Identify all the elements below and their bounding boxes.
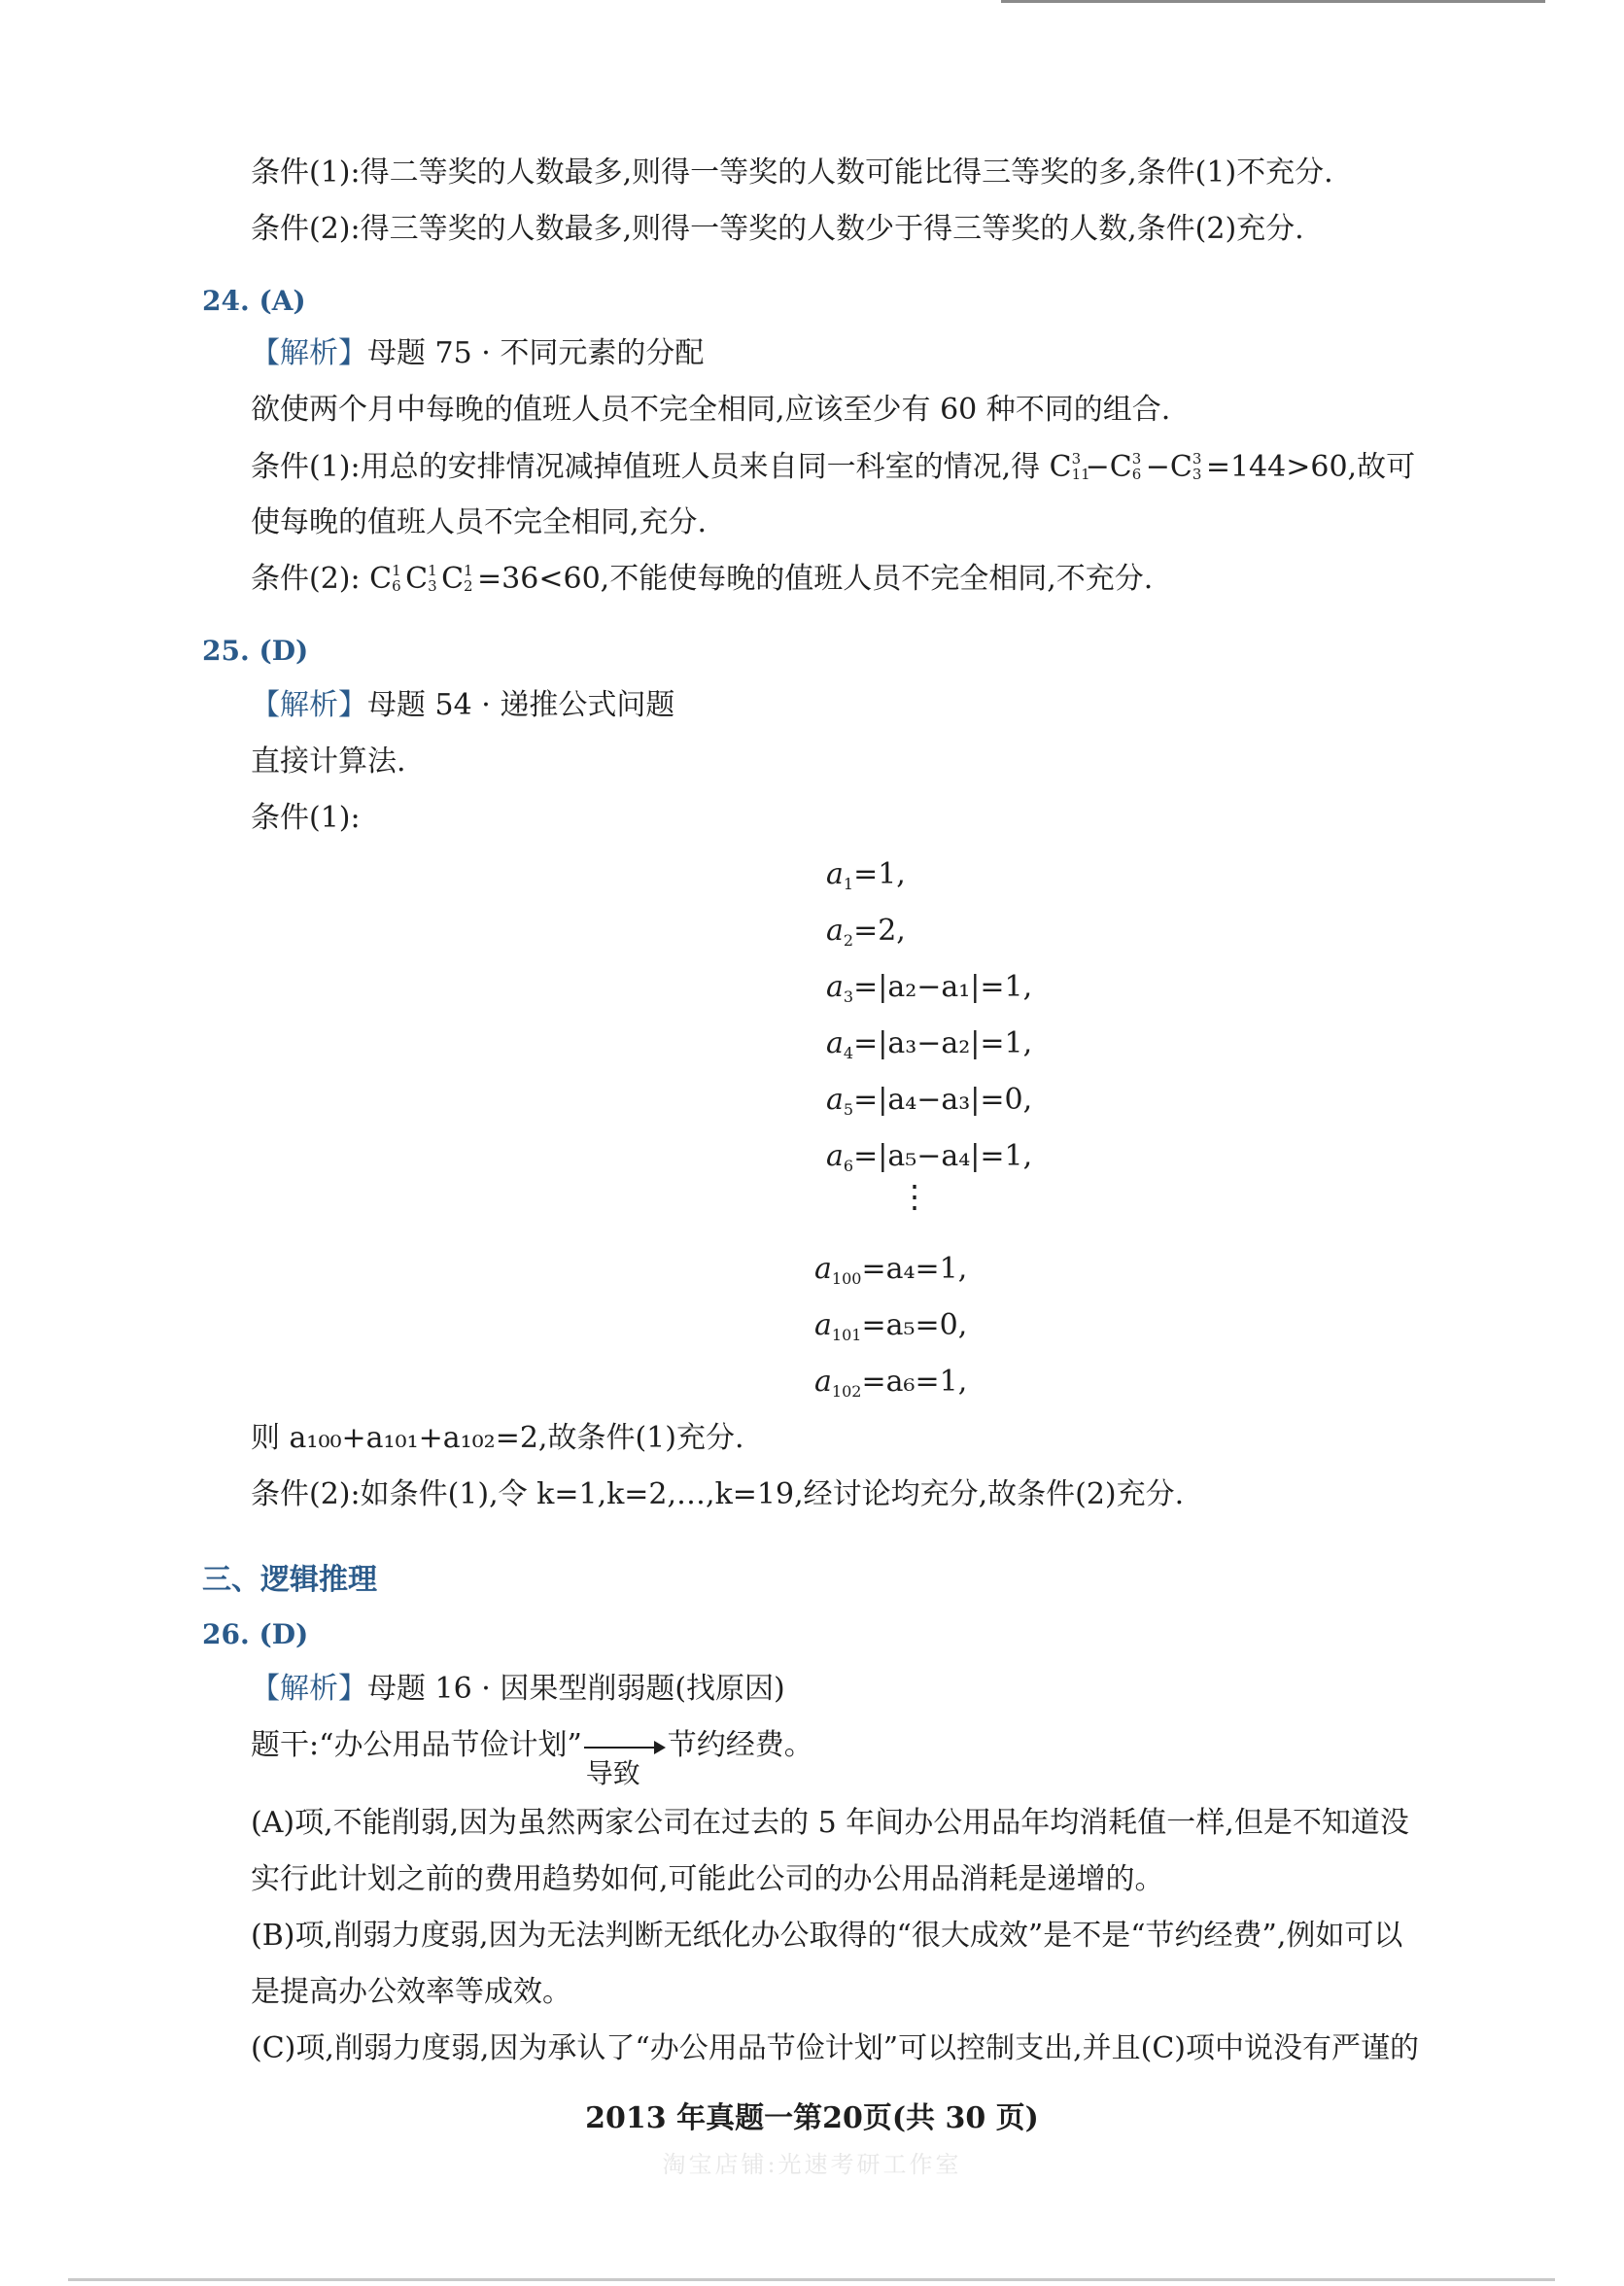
q24-condition-1-line1: 条件(1):用总的安排情况减掉值班人员来自同一科室的情况,得 C 3 11 −C 3 6 −C 3 3 =144>60,故可	[251, 448, 1415, 487]
q26-number: 26. (D)	[202, 1618, 309, 1650]
q25-analysis-header	[251, 686, 674, 725]
q26-stem-cause: 题干:“办公用品节俭计划”	[251, 1728, 582, 1762]
q26-option-a-line2: 实行此计划之前的费用趋势如何,可能此公司的办公用品消耗是递增的。	[251, 1862, 1164, 1896]
equation: $a_{101}=a_5=0$,	[814, 1308, 968, 1344]
q25-conclusion: 则 a₁₀₀+a₁₀₁+a₁₀₂=2,故条件(1)充分.	[251, 1421, 744, 1455]
q23-condition-2: 条件(2):得三等奖的人数最多,则得一等奖的人数少于得三等奖的人数,条件(2)充分.	[251, 212, 1304, 246]
analysis-tag: 【解析】	[251, 688, 367, 722]
arrow-label: 导致	[585, 1757, 640, 1789]
equation: $a_1=1$,	[826, 857, 906, 893]
q26-stem-effect: 节约经费。	[667, 1728, 813, 1762]
watermark: 淘宝店铺:光速考研工作室	[662, 2151, 962, 2178]
q26-option-b-line2: 是提高办公效率等成效。	[251, 1975, 571, 2009]
analysis-tag: 【解析】	[251, 1672, 367, 1706]
causal-arrow-icon	[582, 1726, 668, 1789]
q24-cond1-text: 条件(1):用总的安排情况减掉值班人员来自同一科室的情况,得 C	[251, 450, 1072, 484]
q26-analysis-header	[251, 1670, 785, 1709]
equation: $a_6=|a_5-a_4|=1$,	[826, 1139, 1033, 1175]
equation: $a_{102}=a_6=1$,	[814, 1365, 968, 1401]
q25-number: 25. (D)	[202, 635, 309, 667]
equation: $a_4=|a_3-a_2|=1$,	[826, 1026, 1033, 1062]
q26-option-b-line1: (B)项,削弱力度弱,因为无法判断无纸化办公取得的“很大成效”是不是“节约经费”,例如可以	[251, 1919, 1403, 1953]
q24-cond2-combination-3: 1 2	[464, 562, 473, 595]
q24-cond1-combination-1: 3 11	[1071, 450, 1090, 483]
q23-condition-1: 条件(1):得二等奖的人数最多,则得一等奖的人数可能比得三等奖的多,条件(1)不充分.	[251, 156, 1333, 190]
q24-number: 24. (A)	[202, 285, 306, 317]
vertical-ellipsis: ⋮	[899, 1178, 930, 1215]
section-title: 三、逻辑推理	[202, 1563, 377, 1597]
q24-topic: 母题 75 · 不同元素的分配	[367, 336, 705, 370]
q26-topic: 母题 16 · 因果型削弱题(找原因)	[367, 1672, 785, 1706]
q26-option-c-line1: (C)项,削弱力度弱,因为承认了“办公用品节俭计划”可以控制支出,并且(C)项中说没有严谨的	[251, 2031, 1420, 2065]
q25-condition-2: 条件(2):如条件(1),令 k=1,k=2,…,k=19,经讨论均充分,故条件(2)充分.	[251, 1477, 1185, 1511]
analysis-tag: 【解析】	[251, 336, 367, 370]
q24-cond1-combination-2: 3 6	[1131, 450, 1142, 483]
q24-intro: 欲使两个月中每晚的值班人员不完全相同,应该至少有 60 种不同的组合.	[251, 393, 1171, 427]
equation: $a_{100}=a_4=1$,	[814, 1252, 968, 1288]
q26-option-a-line1: (A)项,不能削弱,因为虽然两家公司在过去的 5 年间办公用品年均消耗值一样,但是不知道没	[251, 1806, 1409, 1840]
q25-condition-1-label: 条件(1):	[251, 801, 361, 835]
scan-edge-top	[1001, 0, 1545, 3]
q24-condition-1-line2: 使每晚的值班人员不完全相同,充分.	[251, 505, 708, 539]
q24-condition-2: 条件(2): C 1 6 C 1 3 C 1 2 =36<60,不能使每晚的值班人员不完全相同,不充分.	[251, 560, 1153, 599]
q24-cond2-combination-1: 1 6	[392, 562, 401, 595]
equation: $a_5=|a_4-a_3|=0$,	[826, 1083, 1033, 1119]
equation: $a_3=|a_2-a_1|=1$,	[826, 970, 1033, 1006]
q25-topic: 母题 54 · 递推公式问题	[367, 688, 675, 722]
page-footer: 2013 年真题一第20页(共 30 页)	[585, 2101, 1039, 2135]
q24-analysis-header	[251, 334, 704, 373]
q24-cond1-combination-3: 3 3	[1192, 450, 1202, 483]
q25-method: 直接计算法.	[251, 745, 406, 779]
q26-stem	[251, 1726, 813, 1789]
q24-cond2-combination-2: 1 3	[428, 562, 437, 595]
equation: $a_2=2$,	[826, 914, 906, 950]
scan-edge-bottom	[68, 2278, 1555, 2281]
